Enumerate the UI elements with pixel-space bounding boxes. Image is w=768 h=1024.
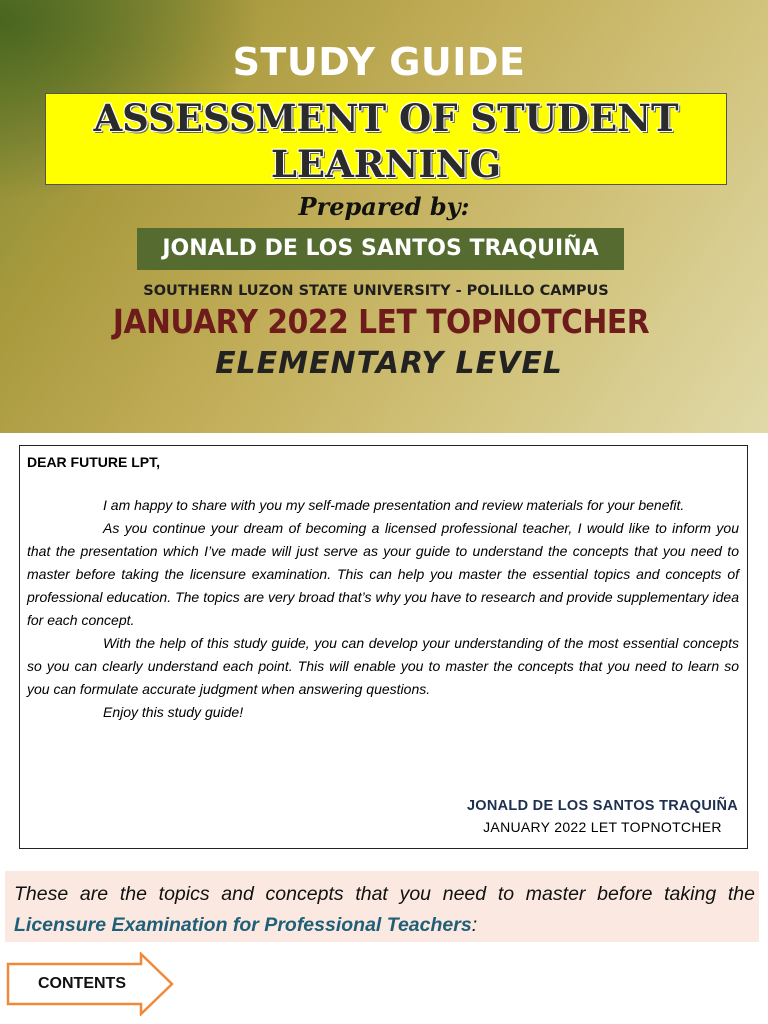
signature-title: JANUARY 2022 LET TOPNOTCHER: [483, 819, 722, 835]
cover-banner: [0, 0, 768, 433]
prepared-by-label: Prepared by:: [298, 192, 470, 221]
achievement-title: JANUARY 2022 LET TOPNOTCHER: [112, 302, 650, 341]
contents-button-label: CONTENTS: [38, 975, 126, 992]
author-name-banner: JONALD DE LOS SANTOS TRAQUIÑA: [137, 228, 624, 270]
letter-paragraph: I am happy to share with you my self-made presentation and review materials for your benefit.: [103, 497, 685, 513]
letter-paragraph: As you continue your dream of becoming a licensed professional teacher, I would like to inform you that the presentation which I’ve made will just serve as your guide to understand the concepts that you need to master before taking the licensure examination. This can help you master the essential topics and concepts of professional education. The topics are very broad that’s why you have to research and provide supplementary idea for each concept.: [27, 520, 739, 628]
contents-button[interactable]: [6, 952, 176, 1016]
intro-statement: [5, 871, 759, 942]
letter-signature: [467, 798, 738, 835]
signature-name: JONALD DE LOS SANTOS TRAQUIÑA: [466, 798, 738, 814]
letter-greeting: DEAR FUTURE LPT,: [27, 454, 160, 470]
let-highlight: Licensure Examination for Professional Teachers: [14, 914, 472, 936]
subject-title-line-2: LEARNING: [270, 142, 502, 186]
letter-paragraph: With the help of this study guide, you can develop your understanding of the most essential concepts so you can clearly understand each point. This will enable you to master the concepts that you need to learn so you can formulate accurate judgment when answering questions.: [27, 635, 739, 697]
subject-title-line-1: ASSESSMENT OF STUDENT: [93, 96, 679, 140]
intro-punctuation: :: [471, 914, 478, 936]
school-name: SOUTHERN LUZON STATE UNIVERSITY - POLILLO CAMPUS: [143, 283, 609, 299]
letter-box: [19, 445, 748, 849]
letter-paragraph: Enjoy this study guide!: [103, 704, 244, 720]
study-guide-heading: STUDY GUIDE: [232, 40, 526, 84]
level-label: ELEMENTARY LEVEL: [215, 346, 563, 381]
intro-text: These are the topics and concepts that you need to master before taking the: [14, 883, 755, 905]
